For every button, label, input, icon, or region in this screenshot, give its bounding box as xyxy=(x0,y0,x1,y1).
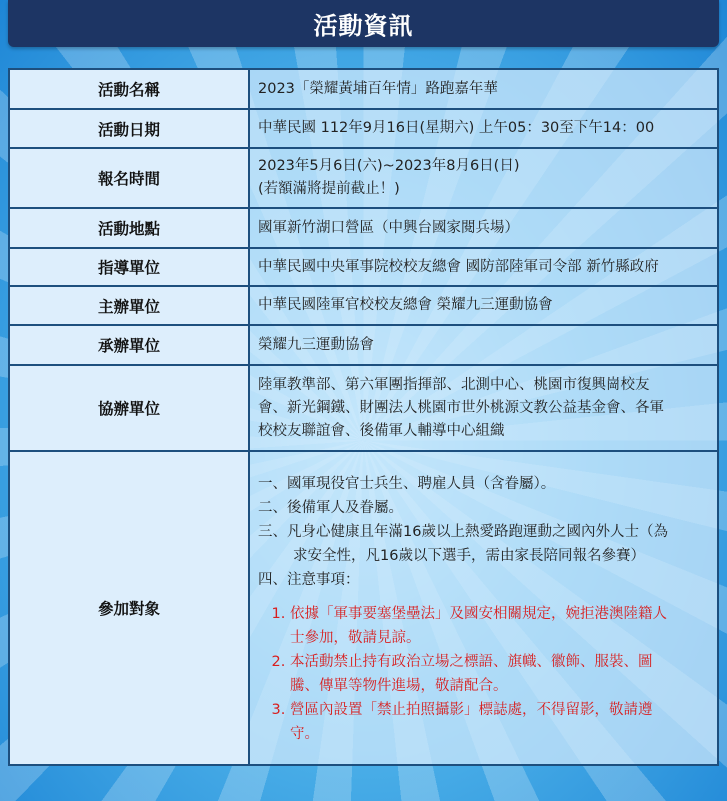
row-label: 報名時間 xyxy=(9,148,249,208)
table-row xyxy=(9,148,718,208)
value-line: (若額滿將提前截止！) xyxy=(258,181,400,197)
row-value xyxy=(249,286,718,325)
table-row xyxy=(9,365,718,451)
note-item xyxy=(290,698,709,746)
row-label: 活動地點 xyxy=(9,208,249,248)
eligibility-item: 求安全性，凡16歲以下選手，需由家長陪同報名參賽） xyxy=(293,548,645,564)
table-row xyxy=(9,286,718,325)
value-line: 國軍新竹湖口營區（中興台國家閱兵場） xyxy=(258,219,519,236)
table-row xyxy=(9,451,718,765)
value-line: 中華民國陸軍官校校友總會 榮耀九三運動協會 xyxy=(258,297,553,313)
table-row xyxy=(9,109,718,148)
note-line: 騰、傳單等物件進場，敬請配合。 xyxy=(290,678,508,694)
row-label: 活動日期 xyxy=(9,109,249,148)
note-line: 守。 xyxy=(290,726,319,742)
note-line: 1. 依據「軍事要塞堡壘法」及國安相關規定，婉拒港澳陸籍人 xyxy=(290,606,667,622)
value-line: 2023「榮耀黃埔百年情」路跑嘉年華 xyxy=(258,80,498,97)
note-line: 2. 本活動禁止持有政治立場之標語、旗幟、徽飾、服裝、圖 xyxy=(290,654,653,670)
value-line: 2023年5月6日(六)~2023年8月6日(日) xyxy=(258,158,520,174)
note-item xyxy=(290,650,709,698)
event-info-table xyxy=(8,68,719,766)
value-line: 榮耀九三運動協會 xyxy=(258,336,374,353)
value-line: 校校友聯誼會、後備軍人輔導中心組織 xyxy=(258,422,505,439)
value-line: 會、新光鋼鐵、財團法人桃園市世外桃源文教公益基金會、各軍 xyxy=(258,399,664,416)
eligibility-value xyxy=(249,451,718,765)
row-value xyxy=(249,109,718,148)
row-label: 活動名稱 xyxy=(9,69,249,109)
row-label: 指導單位 xyxy=(9,248,249,286)
table-row xyxy=(9,208,718,248)
eligibility-item: 一、國軍現役官士兵生、聘雇人員（含眷屬）。 xyxy=(258,476,556,492)
row-value xyxy=(249,365,718,451)
note-line: 士參加，敬請見諒。 xyxy=(290,630,421,646)
row-label: 承辦單位 xyxy=(9,325,249,365)
notes-list xyxy=(258,602,709,746)
eligibility-item: 四、注意事項： xyxy=(258,572,360,588)
eligibility-item: 三、凡身心健康且年滿16歲以上熱愛路跑運動之國內外人士（為 xyxy=(258,524,668,540)
header-banner xyxy=(8,0,719,47)
note-item xyxy=(290,602,709,650)
value-line: 中華民國中央軍事院校校友總會 國防部陸軍司令部 新竹縣政府 xyxy=(258,258,659,275)
row-value xyxy=(249,69,718,109)
row-value xyxy=(249,148,718,208)
table-row xyxy=(9,325,718,365)
row-label: 協辦單位 xyxy=(9,365,249,451)
row-label: 參加對象 xyxy=(9,451,249,765)
note-line: 3. 營區內設置「禁止拍照攝影」標誌處，不得留影，敬請遵 xyxy=(290,702,653,718)
row-value xyxy=(249,208,718,248)
value-line: 中華民國 112年9月16日(星期六) 上午05：30至下午14：00 xyxy=(258,120,655,136)
eligibility-item: 二、後備軍人及眷屬。 xyxy=(258,500,403,516)
row-value xyxy=(249,248,718,286)
page-title: 活動資訊 xyxy=(313,12,414,40)
value-line: 陸軍教準部、第六軍團指揮部、北測中心、桃園市復興崗校友 xyxy=(258,376,650,393)
row-label: 主辦單位 xyxy=(9,286,249,325)
row-value xyxy=(249,325,718,365)
table-row xyxy=(9,69,718,109)
table-row xyxy=(9,248,718,286)
